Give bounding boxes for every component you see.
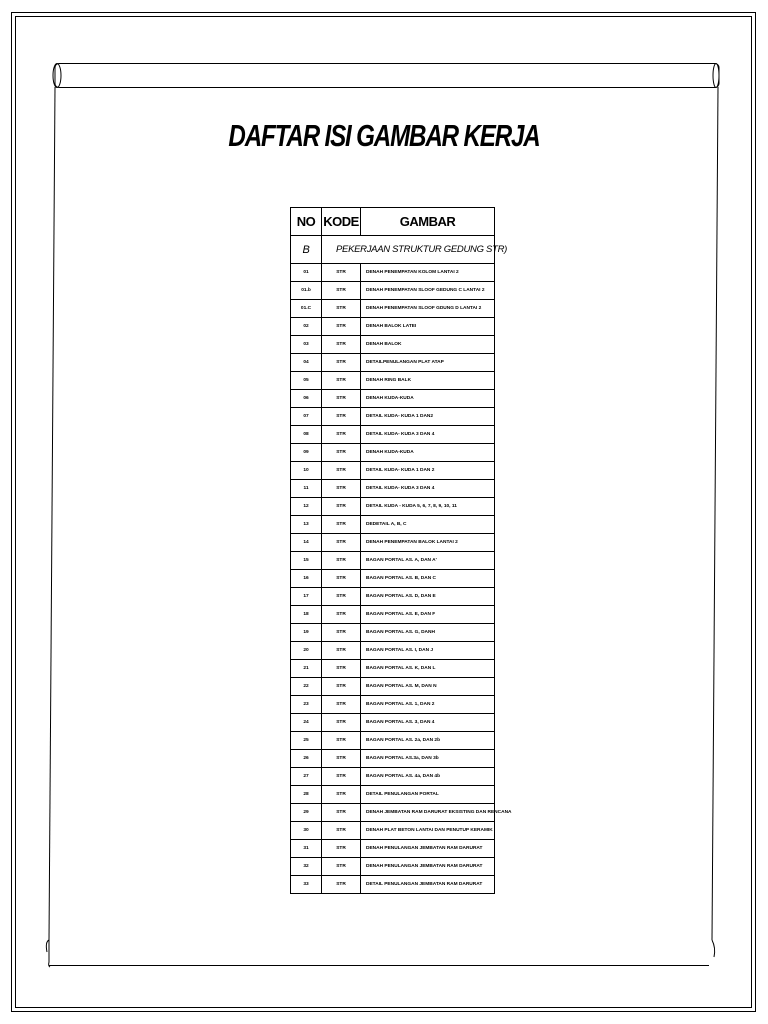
row-gambar: BAGAN PORTAL AS. 4a, DAN 4b xyxy=(361,768,495,786)
row-no: 02 xyxy=(291,318,322,336)
header-gambar: GAMBAR xyxy=(361,208,495,236)
row-no: 26 xyxy=(291,750,322,768)
row-gambar: BAGAN PORTAL AS. 3, DAN 4 xyxy=(361,714,495,732)
table-header-row xyxy=(291,208,495,236)
table-row xyxy=(291,426,495,444)
row-kode: STR xyxy=(322,318,361,336)
row-gambar: DETAIL KUDA - KUDA 5, 6, 7, 8, 9, 10, 11 xyxy=(361,498,495,516)
row-kode: STR xyxy=(322,786,361,804)
row-kode: STR xyxy=(322,678,361,696)
row-kode: STR xyxy=(322,336,361,354)
table-row xyxy=(291,444,495,462)
row-no: 20 xyxy=(291,642,322,660)
row-no: 10 xyxy=(291,462,322,480)
row-gambar: DENAH PENEMPATAN SLOOF GDUNG D LANTAI 2 xyxy=(361,300,495,318)
row-no: 06 xyxy=(291,390,322,408)
section-row xyxy=(291,236,495,264)
row-no: 15 xyxy=(291,552,322,570)
row-kode: STR xyxy=(322,390,361,408)
row-gambar: DETAILPENULANGAN PLAT ATAP xyxy=(361,354,495,372)
row-no: 23 xyxy=(291,696,322,714)
row-kode: STR xyxy=(322,588,361,606)
row-kode: STR xyxy=(322,858,361,876)
row-no: 05 xyxy=(291,372,322,390)
row-gambar: BAGAN PORTAL AS. D, DAN E xyxy=(361,588,495,606)
row-gambar: DENAH PLAT BETON LANTAI DAN PENUTUP KERAMIK xyxy=(361,822,495,840)
table-row xyxy=(291,516,495,534)
table-row xyxy=(291,606,495,624)
row-no: 31 xyxy=(291,840,322,858)
table-row xyxy=(291,750,495,768)
row-no: 09 xyxy=(291,444,322,462)
table-row xyxy=(291,732,495,750)
table-row xyxy=(291,876,495,894)
table-row xyxy=(291,336,495,354)
row-kode: STR xyxy=(322,444,361,462)
row-no: 01.b xyxy=(291,282,322,300)
section-no: B xyxy=(291,236,322,264)
row-no: 11 xyxy=(291,480,322,498)
row-kode: STR xyxy=(322,714,361,732)
row-no: 27 xyxy=(291,768,322,786)
table-row xyxy=(291,822,495,840)
row-kode: STR xyxy=(322,660,361,678)
row-kode: STR xyxy=(322,516,361,534)
row-gambar: DEDETAIL A, B, C xyxy=(361,516,495,534)
row-kode: STR xyxy=(322,768,361,786)
row-no: 12 xyxy=(291,498,322,516)
row-gambar: BAGAN PORTAL AS. G, DANH xyxy=(361,624,495,642)
row-no: 07 xyxy=(291,408,322,426)
row-gambar: DENAH PENEMPATAN SLOOF GEDUNG C LANTAI 2 xyxy=(361,282,495,300)
table-row xyxy=(291,660,495,678)
table-row xyxy=(291,696,495,714)
row-no: 04 xyxy=(291,354,322,372)
table-row xyxy=(291,282,495,300)
header-no: NO xyxy=(291,208,322,236)
row-kode: STR xyxy=(322,732,361,750)
table-row xyxy=(291,300,495,318)
section-label: PEKERJAAN STRUKTUR GEDUNG STR) xyxy=(322,236,495,264)
table-row xyxy=(291,264,495,282)
row-kode: STR xyxy=(322,696,361,714)
row-kode: STR xyxy=(322,462,361,480)
row-kode: STR xyxy=(322,624,361,642)
row-gambar: DENAH RING BALK xyxy=(361,372,495,390)
row-no: 19 xyxy=(291,624,322,642)
table-row xyxy=(291,552,495,570)
row-gambar: DENAH BALOK LATEI xyxy=(361,318,495,336)
row-no: 28 xyxy=(291,786,322,804)
row-gambar: DETAIL KUDA- KUDA 1 DAN2 xyxy=(361,408,495,426)
row-kode: STR xyxy=(322,534,361,552)
document-title: DAFTAR ISI GAMBAR KERJA xyxy=(228,118,540,153)
row-no: 01.C xyxy=(291,300,322,318)
row-kode: STR xyxy=(322,264,361,282)
row-kode: STR xyxy=(322,282,361,300)
table-row xyxy=(291,714,495,732)
row-kode: STR xyxy=(322,480,361,498)
row-kode: STR xyxy=(322,570,361,588)
row-kode: STR xyxy=(322,354,361,372)
row-no: 22 xyxy=(291,678,322,696)
row-kode: STR xyxy=(322,300,361,318)
row-gambar: DENAH BALOK xyxy=(361,336,495,354)
table-row xyxy=(291,390,495,408)
table-row xyxy=(291,570,495,588)
row-gambar: DENAH PENULANGAN JEMBATAN RAM DARURAT xyxy=(361,858,495,876)
row-gambar: BAGAN PORTAL AS. M, DAN N xyxy=(361,678,495,696)
table-row xyxy=(291,408,495,426)
table-row xyxy=(291,840,495,858)
row-no: 30 xyxy=(291,822,322,840)
table-row xyxy=(291,678,495,696)
row-kode: STR xyxy=(322,372,361,390)
row-no: 01 xyxy=(291,264,322,282)
row-kode: STR xyxy=(322,642,361,660)
table-row xyxy=(291,642,495,660)
row-no: 25 xyxy=(291,732,322,750)
row-no: 17 xyxy=(291,588,322,606)
row-gambar: DETAIL KUDA- KUDA 1 DAN 2 xyxy=(361,462,495,480)
row-gambar: BAGAN PORTAL AS. 2a, DAN 2b xyxy=(361,732,495,750)
row-kode: STR xyxy=(322,822,361,840)
row-kode: STR xyxy=(322,552,361,570)
row-kode: STR xyxy=(322,408,361,426)
row-no: 14 xyxy=(291,534,322,552)
row-no: 29 xyxy=(291,804,322,822)
row-kode: STR xyxy=(322,606,361,624)
table-row xyxy=(291,462,495,480)
row-gambar: BAGAN PORTAL AS. B, DAN C xyxy=(361,570,495,588)
row-kode: STR xyxy=(322,840,361,858)
row-gambar: DETAIL PENULANGAN JEMBATAN RAM DARURAT xyxy=(361,876,495,894)
row-gambar: BAGAN PORTAL AS. A, DAN A' xyxy=(361,552,495,570)
row-gambar: BAGAN PORTAL AS. E, DAN F xyxy=(361,606,495,624)
row-no: 21 xyxy=(291,660,322,678)
table-row xyxy=(291,858,495,876)
row-kode: STR xyxy=(322,750,361,768)
row-gambar: DENAH PENEMPATAN BALOK LANTAI 2 xyxy=(361,534,495,552)
table-row xyxy=(291,372,495,390)
header-kode: KODE xyxy=(322,208,361,236)
row-no: 33 xyxy=(291,876,322,894)
row-gambar: DENAH JEMBATAN RAM DARURAT EKSISTING DAN RENCANA xyxy=(361,804,495,822)
row-gambar: DETAIL KUDA- KUDA 3 DAN 4 xyxy=(361,426,495,444)
row-kode: STR xyxy=(322,876,361,894)
table-row xyxy=(291,480,495,498)
row-gambar: BAGAN PORTAL AS.3a, DAN 3b xyxy=(361,750,495,768)
row-gambar: DETAIL KUDA- KUDA 3 DAN 4 xyxy=(361,480,495,498)
row-kode: STR xyxy=(322,804,361,822)
row-no: 08 xyxy=(291,426,322,444)
table-row xyxy=(291,498,495,516)
row-gambar: BAGAN PORTAL AS. I, DAN J xyxy=(361,642,495,660)
table-row xyxy=(291,786,495,804)
row-gambar: DENAH KUDA-KUDA xyxy=(361,444,495,462)
row-kode: STR xyxy=(322,426,361,444)
row-gambar: BAGAN PORTAL AS. 1, DAN 2 xyxy=(361,696,495,714)
row-no: 03 xyxy=(291,336,322,354)
row-no: 32 xyxy=(291,858,322,876)
row-gambar: DENAH PENULANGAN JEMBATAN RAM DARURAT xyxy=(361,840,495,858)
table-row xyxy=(291,768,495,786)
row-no: 18 xyxy=(291,606,322,624)
table-row xyxy=(291,588,495,606)
table-row xyxy=(291,354,495,372)
row-gambar: DENAH KUDA-KUDA xyxy=(361,390,495,408)
table-row xyxy=(291,534,495,552)
row-kode: STR xyxy=(322,498,361,516)
row-no: 13 xyxy=(291,516,322,534)
row-gambar: BAGAN PORTAL AS. K, DAN L xyxy=(361,660,495,678)
table-row xyxy=(291,624,495,642)
row-no: 24 xyxy=(291,714,322,732)
row-no: 16 xyxy=(291,570,322,588)
row-gambar: DENAH PENEMPATAN KOLOM LANTAI 2 xyxy=(361,264,495,282)
row-gambar: DETAIL PENULANGAN PORTAL xyxy=(361,786,495,804)
table-row xyxy=(291,804,495,822)
drawing-index-table xyxy=(290,207,512,894)
table-row xyxy=(291,318,495,336)
